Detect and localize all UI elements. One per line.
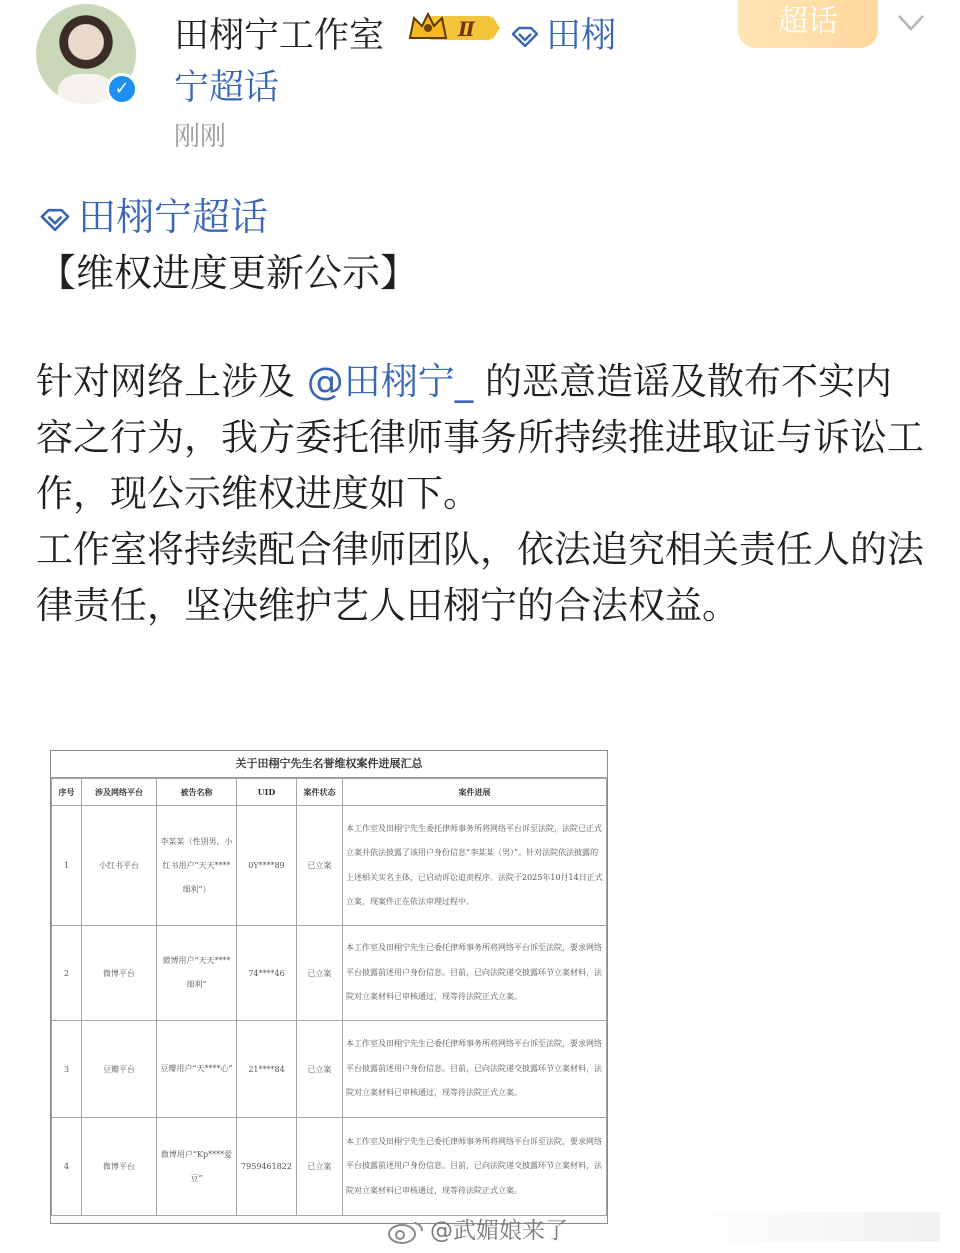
cell-no: 3 xyxy=(52,1021,82,1118)
watermark xyxy=(386,1212,568,1245)
cell-no: 1 xyxy=(52,806,82,926)
super-topic-link-inline[interactable] xyxy=(510,8,616,58)
table-header: 序号 xyxy=(52,779,82,806)
weibo-logo-icon xyxy=(386,1219,426,1245)
cell-progress: 本工作室及田栩宁先生委托律师事务所将网络平台诉至法院，法院已正式立案并依法披露了该用户身份信息“李某某（男）”。针对法院依法披露的上述相关实名主体，已启动诉讼追责程序。法院于2025年10月14日正式立案，现案件正在依法审理过程中。 xyxy=(343,806,607,926)
cell-defendant: 李某某（性别男，小红书用户“天天****细利”） xyxy=(157,806,237,926)
table-header: UID xyxy=(237,779,297,806)
post-paragraph-1 xyxy=(36,354,926,522)
cell-platform: 微博平台 xyxy=(82,926,157,1021)
post-text: 的恶意造谣及散布不实内容之行为，我方委托律师事务所持续推进取证与诉讼工作，现公示维权进度如下。 xyxy=(36,360,924,515)
cell-defendant: 微博用户“天天****细利” xyxy=(157,926,237,1021)
cell-uid: 74****46 xyxy=(237,926,297,1021)
topic-inline-text-1: 田栩 xyxy=(546,16,617,56)
table-header-row xyxy=(52,779,607,806)
table-row xyxy=(52,1118,607,1216)
document-title: 关于田栩宁先生名誉维权案件进展汇总 xyxy=(51,751,607,778)
super-topic-button[interactable]: 超话 xyxy=(738,0,878,48)
cell-progress: 本工作室及田栩宁先生已委托律师事务所将网络平台诉至法院，要求网络平台披露前述用户身份信息。目前，已向法院递交披露环节立案材料，法院对立案材料已审核通过，现等待法院正式立案。 xyxy=(343,926,607,1021)
watermark-text: @武媚娘来了 xyxy=(430,1218,568,1244)
cell-defendant: 豆瓣用户“天****心” xyxy=(157,1021,237,1118)
watermark-shade xyxy=(680,1212,940,1242)
cell-uid: 0Y****89 xyxy=(237,806,297,926)
post-time: 刚刚 xyxy=(174,122,227,152)
cell-progress: 本工作室及田栩宁先生已委托律师事务所将网络平台诉至法院，要求网络平台披露前述用户身份信息。目前，已向法院递交披露环节立案材料，法院对立案材料已审核通过，现等待法院正式立案。 xyxy=(343,1021,607,1118)
topic-link-text: 田栩宁超话 xyxy=(78,195,269,239)
super-topic-link[interactable] xyxy=(38,186,268,241)
cell-defendant: 微博用户“Kp****爱豆” xyxy=(157,1118,237,1216)
cell-status: 已立案 xyxy=(297,1118,343,1216)
topic-inline-text-2[interactable]: 宁超话 xyxy=(174,68,280,108)
cell-no: 4 xyxy=(52,1118,82,1216)
cell-status: 已立案 xyxy=(297,806,343,926)
cell-no: 2 xyxy=(52,926,82,1021)
table-header: 涉及网络平台 xyxy=(82,779,157,806)
cell-progress: 本工作室及田栩宁先生已委托律师事务所将网络平台诉至法院，要求网络平台披露前述用户身份信息。目前，已向法院递交披露环节立案材料，法院对立案材料已审核通过，现等待法院正式立案。 xyxy=(343,1118,607,1216)
diamond-topic-icon xyxy=(38,208,72,232)
diamond-topic-icon xyxy=(510,26,540,48)
attached-document-image[interactable] xyxy=(50,750,608,1224)
chevron-down-icon[interactable] xyxy=(896,12,926,34)
vip-level: Ⅱ xyxy=(458,17,475,41)
post-body xyxy=(36,354,926,634)
vip-crown-icon[interactable] xyxy=(408,10,500,44)
verified-icon: ✓ xyxy=(106,73,138,105)
case-table xyxy=(51,778,607,1216)
table-header: 案件状态 xyxy=(297,779,343,806)
cell-platform: 豆瓣平台 xyxy=(82,1021,157,1118)
table-row xyxy=(52,1021,607,1118)
table-header: 案件进展 xyxy=(343,779,607,806)
table-row xyxy=(52,926,607,1021)
post-heading: 【维权进度更新公示】 xyxy=(38,251,419,295)
cell-uid: 21****84 xyxy=(237,1021,297,1118)
mention-link[interactable]: @田栩宁_ xyxy=(306,360,474,403)
table-header: 被告名称 xyxy=(157,779,237,806)
author-name[interactable]: 田栩宁工作室 xyxy=(174,16,385,56)
cell-status: 已立案 xyxy=(297,1021,343,1118)
post-paragraph-2: 工作室将持续配合律师团队，依法追究相关责任人的法律责任，坚决维护艺人田栩宁的合法权益。 xyxy=(36,528,924,627)
table-row xyxy=(52,806,607,926)
cell-uid: 7959461822 xyxy=(237,1118,297,1216)
cell-platform: 微博平台 xyxy=(82,1118,157,1216)
cell-platform: 小红书平台 xyxy=(82,806,157,926)
post-text: 针对网络上涉及 xyxy=(36,360,307,403)
cell-status: 已立案 xyxy=(297,926,343,1021)
